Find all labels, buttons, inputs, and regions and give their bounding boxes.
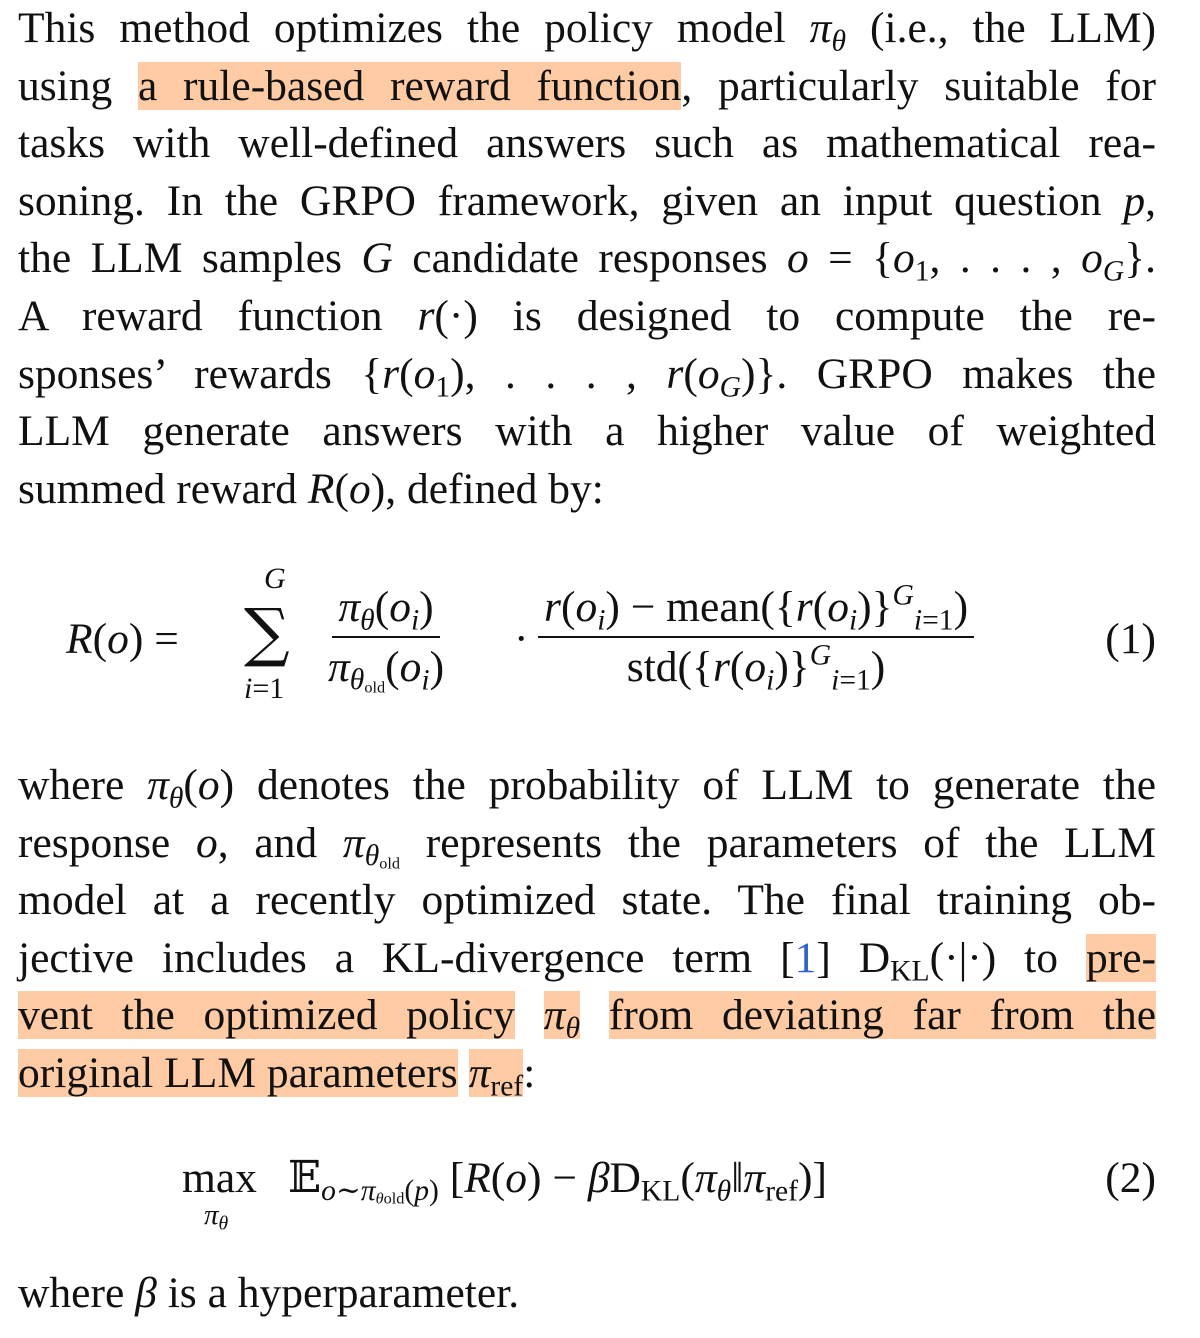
p2-line-5: vent the optimized policy $\pi_\theta$ from deviating far from the <box>18 991 1157 1045</box>
highlight-rule-based-reward: a rule-based reward function <box>138 61 682 110</box>
sum-bottom: i=1 <box>244 672 285 705</box>
equation-2-number: (2) <box>1105 1154 1156 1202</box>
sum-symbol: ∑ <box>244 596 290 670</box>
paragraph-3: where β is a hyperparameter. <box>18 1269 520 1317</box>
highlight-prevent: pre- <box>1085 933 1156 982</box>
equation-1: R(o) = G ∑ i=1 $\frac{\pi_\theta(o_i)}{\pi_{\theta old}(o_i)}$ · $\frac{r(o_i) - mean(\{r(o_i)\}^G_{i=1})}{std(\{r(o_i)\}^G_{i=1})}$ (1) <box>66 562 1156 705</box>
highlight-pi-theta: $\pi_\theta$ <box>543 991 580 1045</box>
p1-line-2: using a rule-based reward function, particularly suitable for <box>18 61 1156 110</box>
p1-line-7: sponses’ rewards {$r(o_1)$, . . . , $r(o_G)$}. GRPO makes the <box>18 349 1156 403</box>
equation-2: max $\pi_\theta$ 𝔼$_{o\sim\pi\theta old(p)}$ $[R(o) - \beta D_{KL}(\pi_\theta‖\pi_{ref})]$ (2) <box>182 1154 1156 1235</box>
p2-line-4: jective includes a KL-divergence term [1] $D_{KL}(\cdot|\cdot)$ to pre- <box>18 933 1156 988</box>
p2-line-6: original LLM parameters $\pi_{ref}$: <box>18 1048 536 1103</box>
p2-line-1: where $\pi_\theta(o)$ denotes the probability of LLM to generate the <box>18 761 1157 815</box>
p2-line-3: model at a recently optimized state. The final training ob- <box>18 876 1156 925</box>
ratio-fraction: $\frac{\pi_\theta(o_i)}{\pi_{\theta old}(o_i)}$ <box>328 583 445 697</box>
paragraph-1 <box>18 0 1156 518</box>
p1-line-8: LLM generate answers with a higher value of weighted <box>18 407 1156 456</box>
p2-line-2: response o, and $\pi_{\theta old}$ represents the parameters of the LLM <box>18 818 1156 873</box>
p1-line-5: the LLM samples G candidate responses $o = \{o_1$, . . . , $o_G$}. <box>18 234 1156 288</box>
p1-line-1: This method optimizes the policy model $\pi_\theta$ (i.e., the LLM) <box>18 4 1156 58</box>
highlight-original-params: original LLM parameters <box>18 1048 458 1097</box>
equation-1-number: (1) <box>1105 615 1156 663</box>
p1-line-3: tasks with well-defined answers such as mathematical rea- <box>18 119 1156 168</box>
p1-line-6: A reward function r(·) is designed to compute the re- <box>18 291 1157 340</box>
citation-link[interactable]: 1 <box>794 933 817 982</box>
highlight-pi-ref: $\pi_{ref}$ <box>468 1048 524 1103</box>
p1-line-9: summed reward R(o), defined by: <box>18 464 604 513</box>
sum-top: G <box>264 562 286 595</box>
advantage-fraction: $\frac{r(o_i) - mean(\{r(o_i)\}^G_{i=1})}{std(\{r(o_i)\}^G_{i=1})}$ <box>538 582 974 692</box>
p1-line-4: soning. In the GRPO framework, given an input question p, <box>18 176 1156 225</box>
paragraph-2 <box>18 757 1156 1103</box>
